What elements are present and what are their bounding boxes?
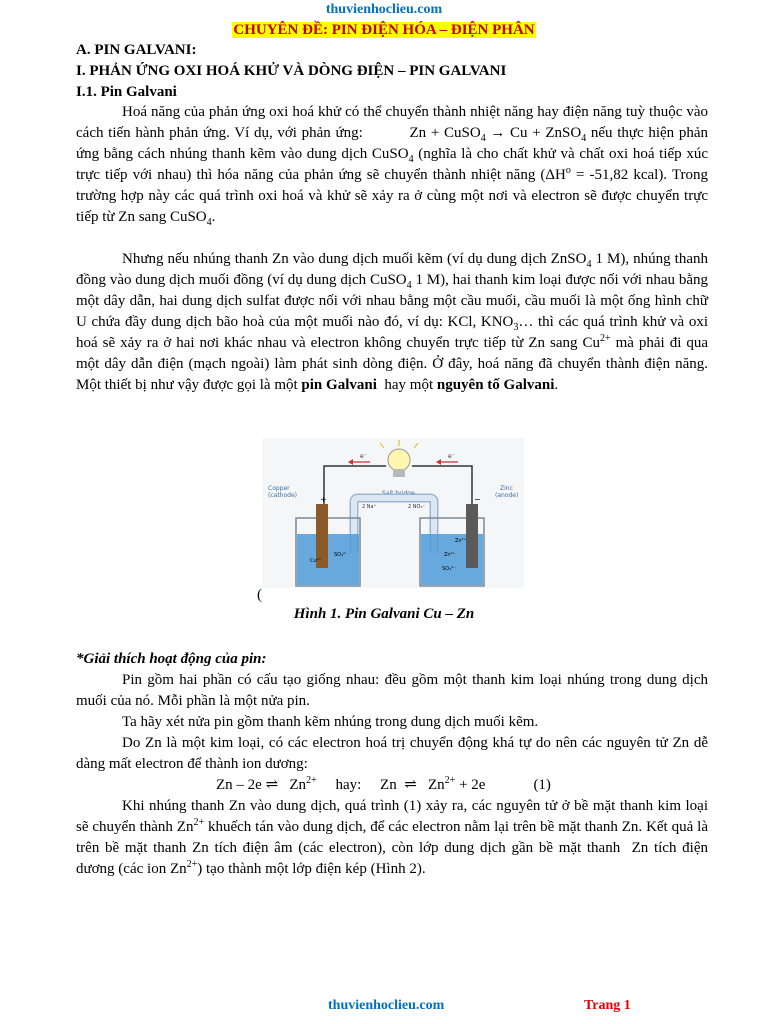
paragraph-1: Hoá năng của phản ứng oxi hoá khử có thể chuyển thành nhiệt năng hay điện năng tuỳ thuộc vào cách tiến hành phản ứng. Ví dụ, với phản ứng: Zn + CuSO$_4$ → Cu + ZnSO$_4$ nếu thực hiện phản ứng bằng cách nhúng thanh kẽm vào dung dịch CuSO$_4$ (nghĩa là cho chất khử và chất oxi hoá tiếp xúc trực tiếp với nhau) thì hóa năng của phản ứng sẽ chuyển thành nhiệt năng ($\Delta H^o = -51,82$ kcal). Trong trường hợp này các quá trình oxi hoá và khử sẽ xảy ra ở cùng một nơi và electron sẽ được chuyển trực tiếp từ Zn sang CuSO$_4$. bbox=[76, 104, 708, 228]
light-bulb-icon bbox=[388, 449, 410, 471]
zn-ion-label: Zn²⁺ bbox=[444, 552, 456, 558]
cathode-label: (cathode) bbox=[268, 492, 297, 499]
explanation-section: *Giải thích hoạt động của pin: Pin gồm hai phần có cấu tạo giống nhau: đều gồm một thanh kim loại nhúng trong dung dịch muối của nó. Mỗi phần là một nửa pin. Ta hãy xét nửa pin gồm thanh kẽm nhúng trong dung dịch muối kẽm. Do Zn là một kim loại, có các electron hoá trị chuyển động khá tự do nên các nguyên tử Zn dễ dàng mất electron để thành ion dương: Zn – 2e ⇌ $Zn^{2+}$ hay: Zn ⇌ $Zn^{2+} + 2e$ (1) Khi nhúng thanh Zn vào dung dịch, quá trình (1) xảy ra, các nguyên tử ở bề mặt thanh kim loại sẽ chuyển thành $Zn^{2+}$ khuếch tán vào dung dịch, để các electron nằm lại trên bề mặt thanh Zn. Kết quả là trên bề mặt thanh Zn tích điện âm (các electron), còn lớp dung dịch gần bề mặt thanh Zn tích điện dương (các ion $Zn^{2+}$) tạo thành một lớp điện kép (Hình 2). bbox=[76, 651, 708, 877]
caption-paren: ( bbox=[257, 587, 262, 603]
heading-a: A. PIN GALVANI: bbox=[76, 42, 197, 58]
zinc-electrode bbox=[466, 504, 478, 568]
footer-site-link[interactable]: thuvienhoclieu.com bbox=[328, 998, 445, 1013]
plus-sign: + bbox=[320, 495, 327, 504]
site-header[interactable]: thuvienhoclieu.com bbox=[325, 2, 443, 17]
sodium-label: 2 Na⁺ bbox=[362, 504, 377, 510]
zn-rod-ion-label: Zn²⁺ bbox=[455, 538, 467, 544]
nitrate-label: 2 NO₃⁻ bbox=[408, 504, 426, 510]
cu-ion-label: Cu²⁺ bbox=[310, 558, 322, 564]
paragraph-2: Nhưng nếu nhúng thanh Zn vào dung dịch muối kẽm (ví dụ dung dịch ZnSO$_4$ 1 M), nhúng thanh đồng vào dung dịch muối đồng (ví dụ dung dịch CuSO$_4$ 1 M), hai thanh kim loại được nối với nhau bằng một dây dẫn, hai dung dịch sulfat được nối với nhau bằng một cầu muối, cầu muối là một ống hình chữ U chứa đầy dung dịch bão hoà của một muối nào đó, ví dụ: KCl, $KNO_3\dots$ thì các quá trình khử và oxi hoá sẽ xảy ra ở hai nơi khác nhau và electron không chuyển trực tiếp từ Zn sang $Cu^{2+}$ mà phải đi qua một dây dẫn điện (mạch ngoài) làm phát sinh dòng điện. Ở đây, hoá năng đã chuyển thành điện năng. Một thiết bị như vậy được gọi là một pin Galvani hay một nguyên tố Galvani. bbox=[76, 251, 708, 393]
heading-i1: I.1. Pin Galvani bbox=[76, 84, 177, 100]
topic-title: CHUYÊN ĐỀ: PIN ĐIỆN HÓA – ĐIỆN PHÂN bbox=[233, 22, 535, 38]
copper-label: Copper bbox=[268, 485, 290, 492]
minus-sign: − bbox=[474, 495, 481, 504]
salt-bridge-label: Salt bridge bbox=[382, 490, 415, 497]
sulfate-left-label: SO₄²⁻ bbox=[334, 552, 348, 558]
equation-1: Zn – 2e ⇌ $Zn^{2+}$ hay: Zn ⇌ $Zn^{2+} + 2e$ (1) bbox=[216, 775, 551, 793]
e-label-right: e⁻ bbox=[448, 453, 455, 460]
heading-i: I. PHẢN ỨNG OXI HOÁ KHỬ VÀ DÒNG ĐIỆN – PIN GALVANI bbox=[76, 63, 507, 79]
figure-caption: Hình 1. Pin Galvani Cu – Zn bbox=[293, 606, 475, 622]
page-number: Trang 1 bbox=[584, 998, 631, 1013]
sulfate-right-label: SO₄²⁻ bbox=[442, 566, 456, 572]
zinc-label: Zinc bbox=[500, 485, 513, 492]
anode-label: (anode) bbox=[495, 492, 519, 499]
galvani-cell-figure bbox=[262, 438, 524, 588]
e-label-left: e⁻ bbox=[360, 453, 367, 460]
